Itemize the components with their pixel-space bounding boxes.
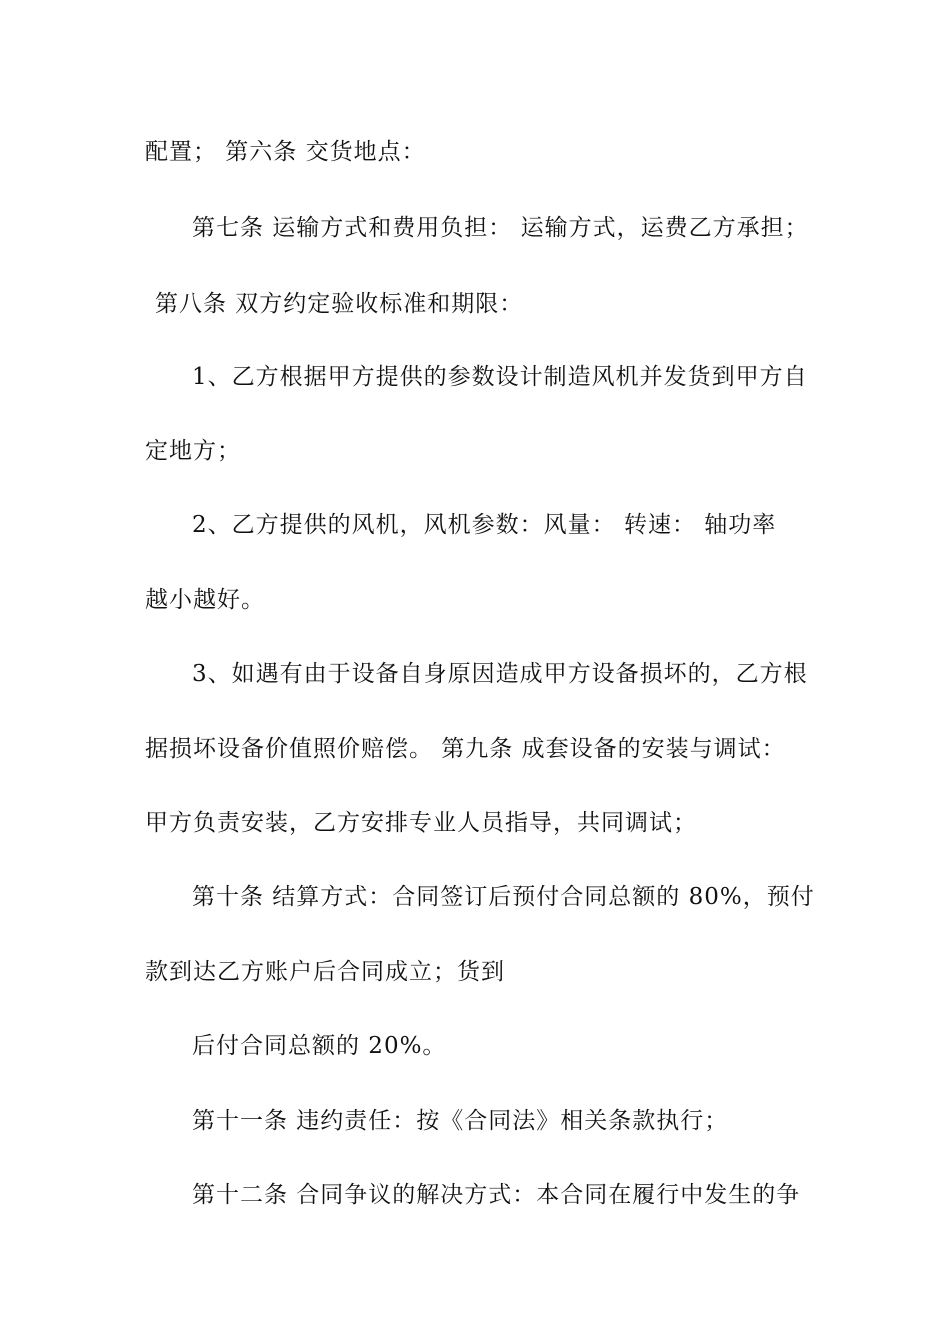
text-line-6: 2、乙方提供的风机，风机参数：风量： 转速： 轴功率 <box>192 512 777 538</box>
text-line-3: 第八条 双方约定验收标准和期限： <box>155 291 524 317</box>
text-line-11: 第十条 结算方式：合同签订后预付合同总额的 80%，预付 <box>192 884 815 910</box>
text-line-15: 第十二条 合同争议的解决方式：本合同在履行中发生的争 <box>192 1182 801 1208</box>
text-line-1: 配置； 第六条 交货地点： <box>145 139 426 165</box>
text-line-4: 1、乙方根据甲方提供的参数设计制造风机并发货到甲方自 <box>192 364 808 390</box>
text-line-9: 据损坏设备价值照价赔偿。 第九条 成套设备的安装与调试： <box>145 736 786 762</box>
text-line-14: 第十一条 违约责任：按《合同法》相关条款执行； <box>192 1108 729 1134</box>
text-line-2: 第七条 运输方式和费用负担： 运输方式，运费乙方承担； <box>192 215 809 241</box>
text-line-7: 越小越好。 <box>145 587 265 613</box>
text-line-5: 定地方； <box>145 438 241 464</box>
text-line-12: 款到达乙方账户后合同成立；货到 <box>145 959 505 985</box>
text-line-8: 3、如遇有由于设备自身原因造成甲方设备损坏的，乙方根 <box>192 661 808 687</box>
text-line-13: 后付合同总额的 20%。 <box>192 1033 447 1059</box>
text-line-10: 甲方负责安装，乙方安排专业人员指导，共同调试； <box>145 810 697 836</box>
